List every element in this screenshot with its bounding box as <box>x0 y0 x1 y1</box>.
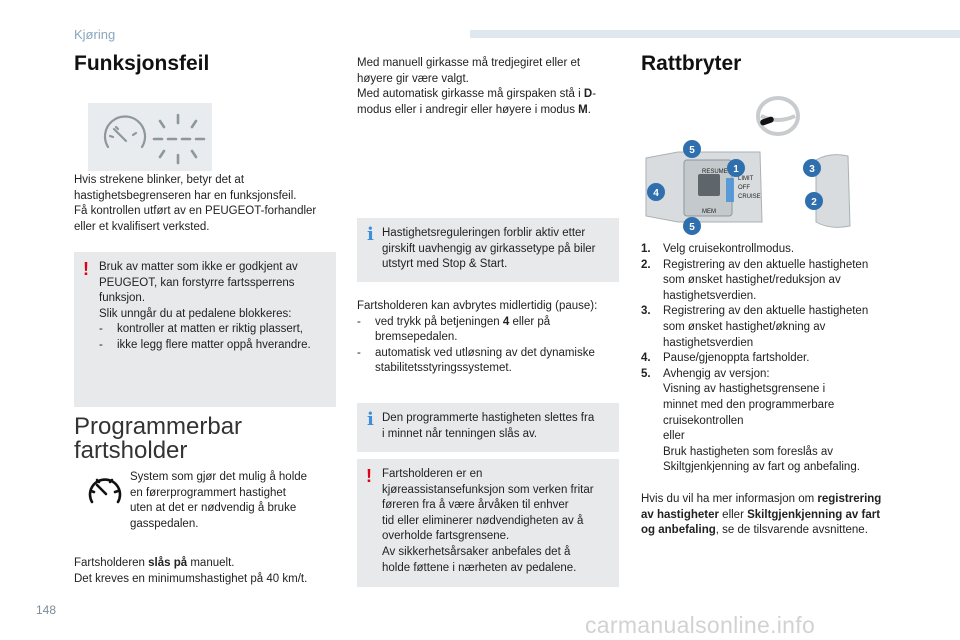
fault-description <box>74 173 344 235</box>
text-line: føreren fra å være årvåken til enhver <box>382 499 569 512</box>
label-5-top: 5 <box>689 145 695 156</box>
text-line: kontroller at matten er riktig plassert, <box>117 323 303 336</box>
text-line: Fartsholderen er en <box>382 468 483 480</box>
list-item <box>641 304 911 351</box>
text-span: . <box>587 103 591 116</box>
text-line: PEUGEOT, kan forstyrre fartssperrens <box>99 276 295 289</box>
text-bold: D <box>583 88 593 101</box>
dash: - <box>357 346 361 359</box>
dash: - <box>357 315 361 328</box>
text-line: i minnet når tenningen slås av. <box>382 427 538 440</box>
pause-text <box>357 299 632 377</box>
dash: - <box>99 323 103 336</box>
text-line <box>641 523 911 539</box>
text-line: hastighetsverdien. <box>663 289 757 302</box>
column-right <box>641 52 911 75</box>
text-line: Av sikkerhetsårsaker anbefales det å <box>382 545 571 558</box>
text-line: utstyrt med Stop & Start. <box>382 258 508 271</box>
indent <box>357 330 375 346</box>
text-line <box>375 315 550 331</box>
item-number: 3. <box>641 305 651 318</box>
list-item <box>99 322 324 338</box>
text-line: gasspedalen. <box>130 517 199 530</box>
list-item <box>641 242 911 258</box>
text-line <box>74 556 349 572</box>
text-line: Bruk av matter som ikke er godkjent av <box>99 261 298 273</box>
info-mark-icon: i <box>367 409 374 430</box>
label-5-bottom: 5 <box>689 222 695 233</box>
steering-wheel-icon <box>755 96 801 136</box>
text-line: minnet med den programmerbare <box>663 398 835 411</box>
text-span: eller <box>718 508 748 521</box>
text-line: Med manuell girkasse må tredjegiret eller et <box>357 57 581 69</box>
header-section-label: Kjøring <box>74 27 116 42</box>
speed-limiter-fault-icon <box>88 103 212 171</box>
text-bold: av hastigheter <box>641 508 719 521</box>
text-span: ved trykk på betjeningen <box>375 315 503 328</box>
text-line: hastighetsbegrenseren har en funksjonsfeil. <box>74 189 297 202</box>
text-line: Fartsholderen kan avbrytes midlertidig (pause): <box>357 300 598 312</box>
text-bold: M <box>578 103 588 116</box>
info-box-stop-start <box>357 218 619 282</box>
warning-mark-icon: ! <box>366 466 372 486</box>
indent <box>357 361 375 377</box>
fault-icon-box <box>88 103 212 171</box>
text-bold: 4 <box>502 315 510 328</box>
item-number: 5. <box>641 367 651 380</box>
title-line: fartsholder <box>74 437 188 464</box>
text-bold: Skiltgjenkjenning av fart <box>747 508 881 521</box>
list-item <box>357 315 632 331</box>
text-line: Slik unngår du at pedalene blokkeres: <box>99 307 292 320</box>
list-item <box>357 346 632 362</box>
item-number: 1. <box>641 243 651 255</box>
gear-requirements <box>357 56 627 118</box>
info-mark-icon: i <box>367 224 374 245</box>
text-line: overholde fartsgrensene. <box>382 530 510 543</box>
section-title-programmable <box>74 415 339 463</box>
switch-text: CRUISE <box>738 194 761 200</box>
text-line: girskift uavhengig av girkassetype på biler <box>382 242 596 255</box>
text-line: stabilitetsstyringssystemet. <box>375 362 512 375</box>
text-line: ikke legg flere matter oppå hverandre. <box>117 338 311 351</box>
text-line: som ønsket hastighet/reduksjon av <box>663 274 841 287</box>
text-line: Skiltgjenkjenning av fart og anbefaling. <box>663 461 860 474</box>
text-line: Velg cruisekontrollmodus. <box>663 243 795 255</box>
text-span: , se de tilsvarende avsnittene. <box>715 524 868 537</box>
label-2: 2 <box>811 197 817 208</box>
text-line: bremsepedalen. <box>375 331 458 344</box>
text-line: Den programmerte hastigheten slettes fra <box>382 412 595 424</box>
text-line: System som gjør det mulig å holde <box>130 471 308 483</box>
text-line: cruisekontrollen <box>663 414 744 427</box>
text-line <box>641 492 911 508</box>
text-bold: slås på <box>148 557 188 569</box>
text-line: hastighetsverdien <box>663 336 754 349</box>
text-span: Med automatisk girkasse må girspaken stå i <box>357 88 584 101</box>
text-line: funksjon. <box>99 292 146 305</box>
programmable-intro <box>130 470 340 532</box>
text-line: Avhengig av versjon: <box>663 367 770 380</box>
list-item-cont <box>357 330 632 346</box>
text-line: en førerprogrammert hastighet <box>130 486 286 499</box>
text-line <box>641 508 911 524</box>
text-span: Hvis du vil ha mer informasjon om <box>641 493 818 505</box>
text-line: holde føttene i nærheten av pedalene. <box>382 561 577 574</box>
text-line: kjøreassistansefunksjon som verken fritar <box>382 483 594 496</box>
text-line: Hvis strekene blinker, betyr det at <box>74 174 245 186</box>
text-line: Bruk hastigheten som foreslås av <box>663 445 834 458</box>
label-3: 3 <box>809 164 815 175</box>
dash: - <box>99 338 103 351</box>
page-number: 148 <box>36 603 57 617</box>
text-line <box>357 103 627 119</box>
section-title-fault: Funksjonsfeil <box>74 52 210 75</box>
switch-text: RESUME <box>702 169 728 175</box>
section-title-steering-switch: Rattbryter <box>641 52 742 75</box>
text-line: Hastighetsreguleringen forblir aktiv etter <box>382 227 586 239</box>
list-item <box>99 338 324 354</box>
text-line: høyere gir være valgt. <box>357 72 469 85</box>
label-1: 1 <box>733 164 739 175</box>
switch-text: MEM <box>702 209 716 215</box>
text-span: manuelt. <box>187 557 235 569</box>
text-line: Få kontrollen utført av en PEUGEOT-forhandler <box>74 205 317 218</box>
text-line: Registrering av den aktuelle hastigheten <box>663 258 869 271</box>
more-info-text <box>641 492 911 539</box>
text-line: som ønsket hastighet/økning av <box>663 320 826 333</box>
watermark: carmanualsonline.info <box>585 612 816 638</box>
info-box-memory <box>357 403 619 452</box>
text-line: tid eller eliminerer nødvendigheten av å <box>382 514 584 527</box>
text-line: Det kreves en minimumshastighet på 40 km/t. <box>74 572 308 585</box>
list-item <box>641 351 911 367</box>
warning-box-mats <box>74 252 336 407</box>
text-line: uten at det er nødvendig å bruke <box>130 502 297 515</box>
label-4: 4 <box>653 188 659 199</box>
text-line: eller <box>663 430 685 443</box>
warning-mark-icon: ! <box>83 259 89 279</box>
text-line <box>357 87 627 103</box>
warning-box-driver-assist <box>357 459 619 587</box>
item-number: 4. <box>641 352 651 365</box>
item-number: 2. <box>641 258 651 271</box>
text-line: Registrering av den aktuelle hastigheten <box>663 305 869 318</box>
text-span: - <box>592 88 597 101</box>
list-item <box>641 367 911 476</box>
text-span: modus eller i andregir eller høyere i modus <box>357 103 579 116</box>
text-span: eller på <box>509 315 551 328</box>
cruise-control-icon <box>85 470 125 510</box>
text-line: automatisk ved utløsning av det dynamiske <box>375 346 595 359</box>
text-line: Visning av hastighetsgrensene i <box>663 383 826 396</box>
switch-function-list <box>641 242 911 476</box>
text-line: Pause/gjenoppta fartsholder. <box>663 352 810 365</box>
list-item-cont <box>357 361 632 377</box>
column-left <box>74 52 339 75</box>
text-span: Fartsholderen <box>74 557 149 569</box>
title-line: Programmerbar <box>74 413 243 440</box>
text-bold: registrering <box>817 493 882 505</box>
switch-text: LIMIT <box>738 176 754 182</box>
header-bar <box>470 30 960 38</box>
switch-text: OFF <box>738 185 750 191</box>
text-line: eller et kvalifisert verksted. <box>74 220 210 233</box>
list-item <box>641 258 911 305</box>
text-bold: og anbefaling <box>641 524 716 537</box>
activation-text <box>74 556 349 587</box>
cruise-switch-diagram <box>640 138 890 238</box>
